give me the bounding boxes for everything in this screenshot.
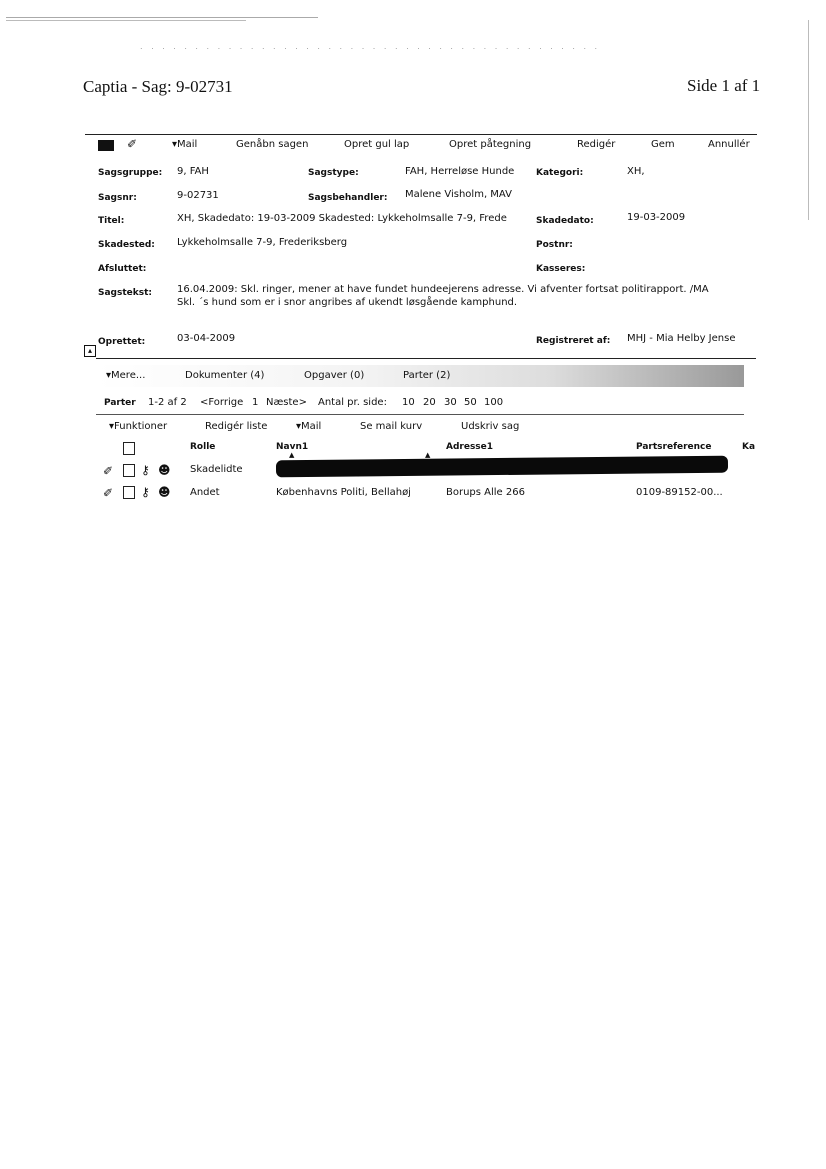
row-rolle: Andet (190, 487, 220, 498)
column-header-adresse1[interactable]: Adresse1 (446, 442, 494, 452)
titel-value: XH, Skadedato: 19-03-2009 Skadested: Lykkeholmsalle 7-9, Frede (177, 213, 507, 224)
page-number: Side 1 af 1 (687, 76, 761, 95)
sagstype-value: FAH, Herreløse Hunde (405, 166, 515, 177)
save-button[interactable]: Gem (651, 139, 675, 150)
reopen-case-button[interactable]: Genåbn sagen (236, 139, 309, 150)
oprettet-value: 03-04-2009 (177, 333, 236, 344)
sagstekst-label: Sagstekst: (98, 288, 153, 298)
row-adresse: Borups Alle 266 (446, 487, 525, 498)
oprettet-label: Oprettet: (98, 337, 146, 347)
per-page-label: Antal pr. side: (318, 397, 387, 408)
toolbar-top-rule (85, 134, 757, 135)
tab-documents[interactable]: Dokumenter (4) (185, 370, 265, 381)
per-page-30[interactable]: 30 (444, 397, 457, 408)
registreret-value: MHJ - Mia Helby Jense (627, 333, 736, 344)
kategori-label: Kategori: (536, 168, 584, 178)
select-all-checkbox[interactable] (123, 442, 135, 455)
postnr-label: Postnr: (536, 240, 573, 250)
page-title: Captia - Sag: 9-02731 (83, 77, 233, 96)
row-checkbox[interactable] (123, 486, 135, 499)
person-icon[interactable]: ☻ (158, 485, 171, 499)
pager-prev-link[interactable]: <Forrige (200, 397, 244, 408)
skadested-label: Skadested: (98, 240, 155, 250)
key-icon[interactable]: ⚷ (141, 463, 150, 477)
sort-arrow-icon: ▲ (289, 451, 295, 459)
sagsgruppe-label: Sagsgruppe: (98, 168, 163, 178)
pencil-icon[interactable]: ✐ (127, 137, 138, 151)
column-header-rolle[interactable]: Rolle (190, 442, 216, 452)
tab-parties[interactable]: Parter (2) (403, 370, 451, 381)
tab-more[interactable]: ▾Mere... (106, 370, 146, 381)
key-icon[interactable]: ⚷ (141, 485, 150, 499)
pencil-icon[interactable]: ✐ (103, 464, 114, 478)
kasseres-label: Kasseres: (536, 264, 586, 274)
sagsbehandler-label: Sagsbehandler: (308, 193, 388, 203)
scan-noise-right (808, 20, 809, 220)
skadedato-value: 19-03-2009 (627, 212, 686, 223)
row-checkbox[interactable] (123, 464, 135, 477)
person-icon[interactable]: ☻ (158, 463, 171, 477)
fields-bottom-rule (96, 358, 756, 359)
sagstekst-line-2: Skl. ´s hund som er i snor angribes af ukendt løsgående kamphund. (177, 297, 518, 308)
row-rolle: Skadelidte (190, 464, 243, 475)
column-header-partsreference[interactable]: Partsreference (636, 442, 712, 452)
sagstekst-line-1: 16.04.2009: Skl. ringer, mener at have fundet hundeejerens adresse. Vi afventer fortsat politirapport. /MA (177, 284, 709, 295)
collapse-icon[interactable]: ▴ (84, 345, 96, 357)
pager-current-page[interactable]: 1 (252, 397, 259, 408)
functions-menu-button[interactable]: ▾Funktioner (109, 421, 168, 432)
cancel-button[interactable]: Annullér (708, 139, 750, 150)
skadedato-label: Skadedato: (536, 216, 594, 226)
skadested-value: Lykkeholmsalle 7-9, Frederiksberg (177, 237, 348, 248)
titel-label: Titel: (98, 216, 125, 226)
sort-arrow-icon-2: ▲ (425, 451, 431, 459)
scan-noise-top-2 (6, 20, 246, 21)
mail-menu-button-2[interactable]: ▾Mail (296, 421, 322, 432)
scan-noise-top (6, 17, 318, 18)
sagsnr-label: Sagsnr: (98, 193, 137, 203)
afsluttet-label: Afsluttet: (98, 264, 147, 274)
pager-label: Parter (104, 398, 136, 408)
mail-menu-button[interactable]: ▾Mail (172, 139, 198, 150)
column-header-ka[interactable]: Ka (742, 442, 756, 452)
folder-icon[interactable] (98, 140, 114, 151)
redaction-bar (276, 456, 728, 478)
sagsnr-value: 9-02731 (177, 190, 219, 201)
create-annotation-button[interactable]: Opret påtegning (449, 139, 532, 150)
create-yellow-note-button[interactable]: Opret gul lap (344, 139, 410, 150)
sagsbehandler-value: Malene Visholm, MAV (405, 189, 512, 200)
pager-rule (96, 414, 744, 415)
pager-range: 1-2 af 2 (148, 397, 187, 408)
scan-noise-dots: . . . . . . . . . . . . . . . . . . . . . . . . . . . . . . . . . . . . . . . . . . (140, 42, 601, 51)
column-header-navn1[interactable]: Navn1 (276, 442, 309, 452)
per-page-100[interactable]: 100 (484, 397, 504, 408)
row-ref: 0109-89152-00... (636, 487, 723, 498)
edit-button[interactable]: Redigér (577, 139, 616, 150)
registreret-label: Registreret af: (536, 336, 611, 346)
tab-tasks[interactable]: Opgaver (0) (304, 370, 365, 381)
print-case-button[interactable]: Udskriv sag (461, 421, 520, 432)
pager-next-link[interactable]: Næste> (266, 397, 307, 408)
view-mail-basket-button[interactable]: Se mail kurv (360, 421, 423, 432)
row-navn[interactable]: Københavns Politi, Bellahøj (276, 487, 411, 498)
per-page-50[interactable]: 50 (464, 397, 477, 408)
edit-list-button[interactable]: Redigér liste (205, 421, 268, 432)
sagsgruppe-value: 9, FAH (177, 166, 209, 177)
sagstype-label: Sagstype: (308, 168, 359, 178)
pencil-icon[interactable]: ✐ (103, 486, 114, 500)
per-page-10[interactable]: 10 (402, 397, 415, 408)
per-page-20[interactable]: 20 (423, 397, 436, 408)
kategori-value: XH, (627, 166, 645, 177)
